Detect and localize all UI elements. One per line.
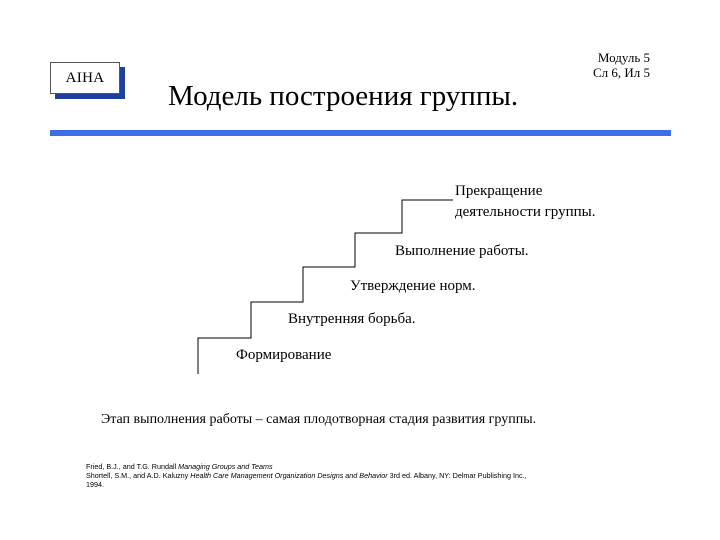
- module-reference: [593, 50, 650, 80]
- reference-2-title: Health Care Management Organization Designs and Behavior: [190, 471, 388, 480]
- reference-2-year: 1994.: [86, 480, 104, 489]
- reference-2: [86, 471, 527, 480]
- step-norming: Утверждение норм.: [350, 278, 476, 294]
- step-forming: Формирование: [236, 347, 332, 363]
- slide-number: Сл 6, Ил 5: [592, 65, 650, 80]
- reference-1-authors: Fried, B.J., and T.G. Rundall: [86, 462, 179, 471]
- module-number: Модуль 5: [597, 50, 650, 65]
- step-adjourning: [455, 181, 595, 223]
- reference-1-title: Managing Groups and Teams: [178, 462, 273, 471]
- aiha-logo: [50, 62, 120, 94]
- step-adjourning-line1: Прекращение: [455, 183, 543, 199]
- references: [86, 462, 527, 489]
- step-adjourning-line2: деятельности группы.: [455, 204, 596, 220]
- step-storming: Внутренняя борьба.: [288, 311, 416, 327]
- step-performing: Выполнение работы.: [395, 243, 529, 259]
- reference-2-publisher: 3rd ed. Albany, NY: Delmar Publishing Inc.,: [387, 471, 527, 480]
- reference-2-authors: Shortell, S.M., and A.D. Kaluzny: [86, 471, 191, 480]
- title-divider-bar: [50, 130, 671, 136]
- reference-1: [86, 462, 527, 471]
- slide-title: Модель построения группы.: [168, 80, 519, 112]
- summary-statement: Этап выполнения работы – самая плодотворная стадия развития группы.: [101, 412, 537, 427]
- logo-text: AIHA: [65, 69, 105, 86]
